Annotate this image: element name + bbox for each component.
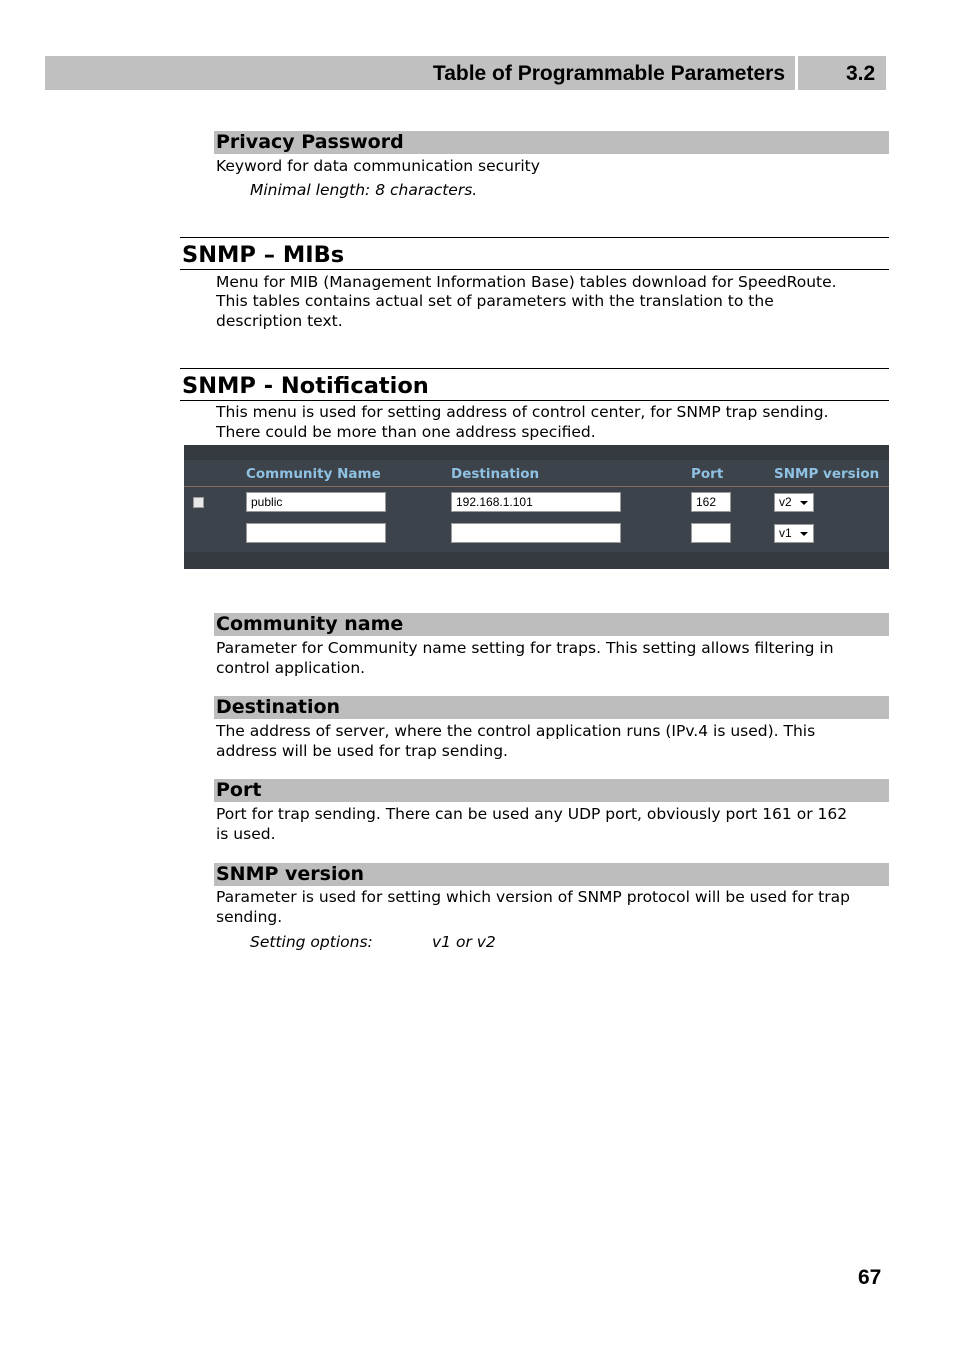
destination-line-1: The address of server, where the control application runs (IPv.4 is used). This xyxy=(216,722,816,740)
row-2-port-input[interactable] xyxy=(691,523,731,543)
panel-bottom-strip xyxy=(184,552,889,569)
snmp-version-line-2: sending. xyxy=(216,908,283,926)
snmp-notification-line-1: This menu is used for setting address of control center, for SNMP trap sending. xyxy=(216,403,829,421)
column-header-community-name: Community Name xyxy=(246,466,381,482)
privacy-password-text: Keyword for data communication security xyxy=(216,157,540,175)
privacy-password-note: Minimal length: 8 characters. xyxy=(250,181,478,199)
column-header-port: Port xyxy=(691,466,724,482)
header-bar xyxy=(45,56,795,90)
row-1-snmp-version-value: v2 xyxy=(779,495,792,509)
row-1-community-name-input[interactable]: public xyxy=(246,492,386,512)
privacy-password-heading: Privacy Password xyxy=(214,131,889,154)
header-section-number-box xyxy=(798,56,886,90)
row-1-select-checkbox[interactable] xyxy=(193,497,204,508)
row-1-destination-input[interactable]: 192.168.1.101 xyxy=(451,492,621,512)
panel-top-strip xyxy=(184,445,889,460)
chevron-down-icon xyxy=(800,501,808,505)
destination-line-2: address will be used for trap sending. xyxy=(216,742,508,760)
snmp-version-options-label: Setting options: xyxy=(250,933,373,951)
column-header-snmp-version: SNMP version xyxy=(774,466,880,482)
snmp-version-options-value: v1 or v2 xyxy=(432,933,496,951)
snmp-mibs-section xyxy=(180,237,889,270)
chevron-down-icon xyxy=(800,532,808,536)
row-2-snmp-version-select[interactable] xyxy=(774,524,814,543)
snmp-mibs-line-2: This tables contains actual set of parameters with the translation to the xyxy=(216,292,774,310)
header-section-number: 3.2 xyxy=(846,62,876,85)
snmp-mibs-line-1: Menu for MIB (Management Information Base) tables download for SpeedRoute. xyxy=(216,273,837,291)
snmp-notification-section xyxy=(180,368,889,401)
header-title: Table of Programmable Parameters xyxy=(432,62,785,85)
notification-config-panel xyxy=(184,445,889,569)
port-line-1: Port for trap sending. There can be used any UDP port, obviously port 161 or 162 xyxy=(216,805,848,823)
snmp-notification-title: SNMP - Notification xyxy=(182,373,429,399)
page-number: 67 xyxy=(858,1266,882,1289)
port-heading: Port xyxy=(214,779,889,802)
community-name-heading: Community name xyxy=(214,613,889,636)
snmp-version-line-1: Parameter is used for setting which version of SNMP protocol will be used for trap xyxy=(216,888,850,906)
destination-heading: Destination xyxy=(214,696,889,719)
snmp-mibs-title: SNMP – MIBs xyxy=(182,242,345,268)
row-2-snmp-version-value: v1 xyxy=(779,526,792,540)
row-1-port-input[interactable]: 162 xyxy=(691,492,731,512)
row-2-community-name-input[interactable] xyxy=(246,523,386,543)
row-1-snmp-version-select[interactable] xyxy=(774,493,814,512)
panel-header-divider xyxy=(184,486,889,487)
snmp-notification-line-2: There could be more than one address specified. xyxy=(216,423,596,441)
community-name-line-1: Parameter for Community name setting for traps. This setting allows filtering in xyxy=(216,639,834,657)
column-header-destination: Destination xyxy=(451,466,540,482)
port-line-2: is used. xyxy=(216,825,276,843)
snmp-version-heading: SNMP version xyxy=(214,863,889,886)
snmp-mibs-line-3: description text. xyxy=(216,312,343,330)
community-name-line-2: control application. xyxy=(216,659,366,677)
row-2-destination-input[interactable] xyxy=(451,523,621,543)
